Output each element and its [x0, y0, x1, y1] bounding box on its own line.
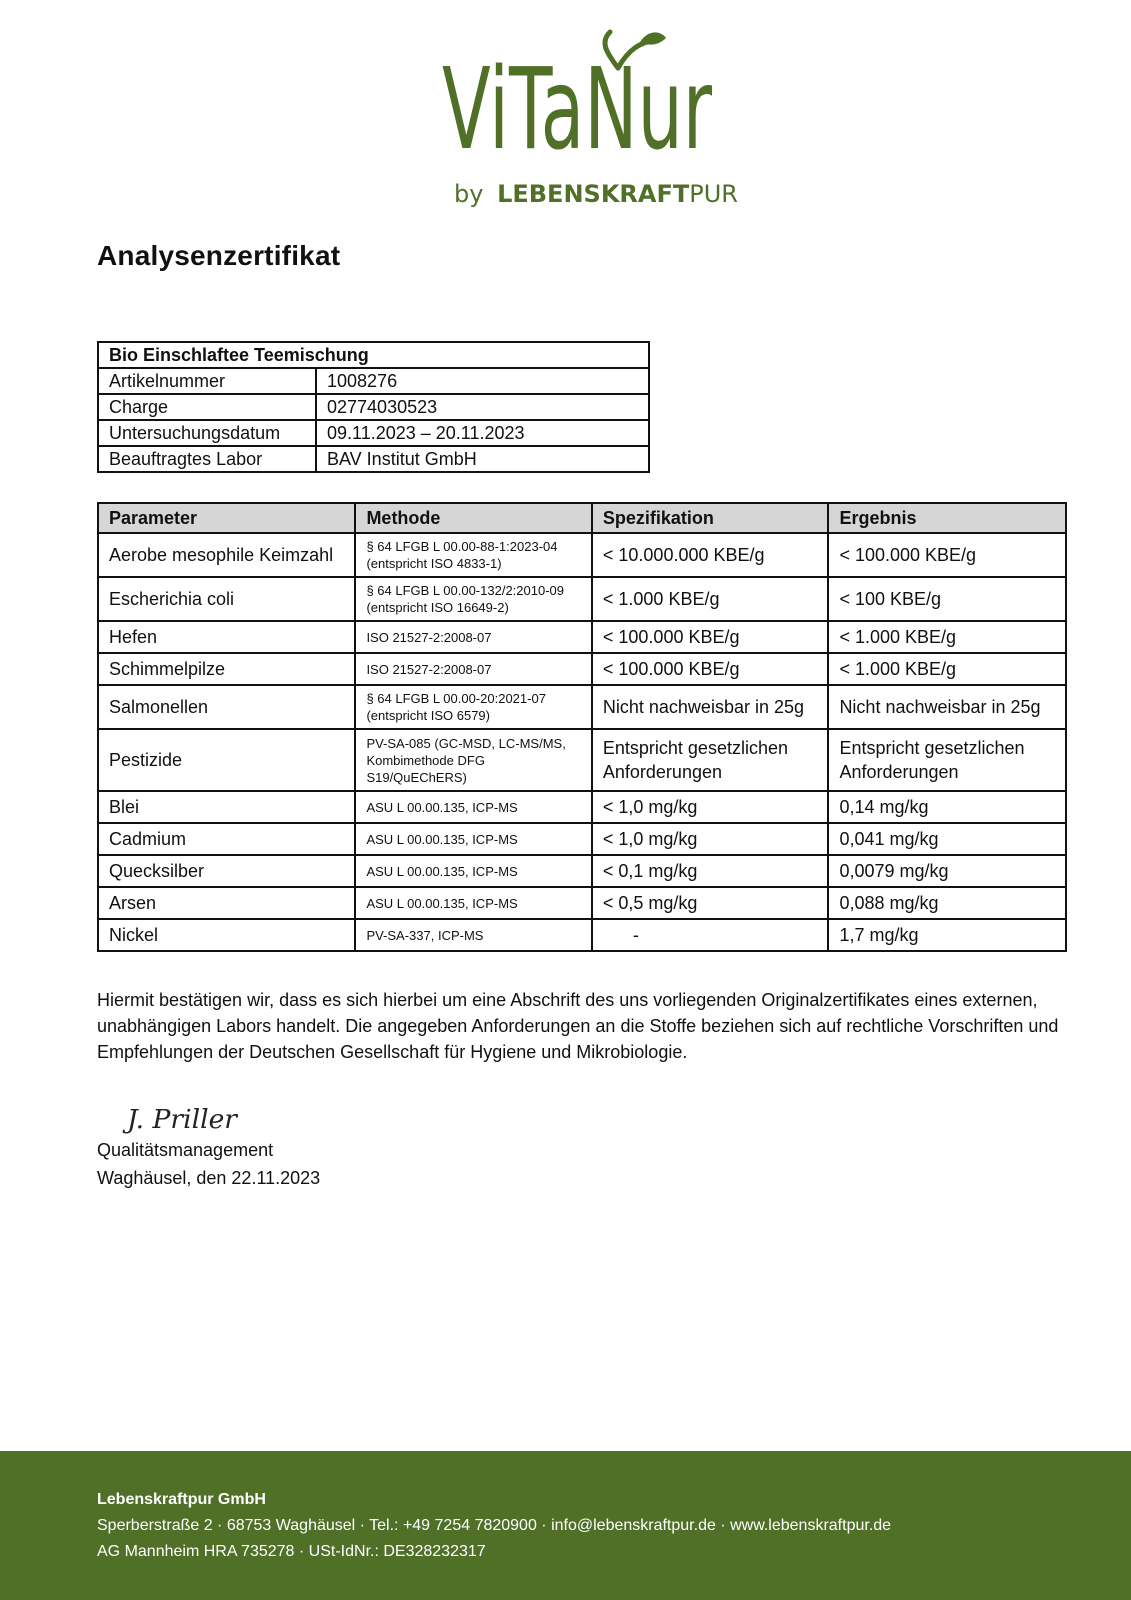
product-name-row [98, 342, 649, 368]
info-label: Artikelnummer [98, 368, 316, 394]
result-cell: 0,14 mg/kg [828, 791, 1066, 823]
info-label: Untersuchungsdatum [98, 420, 316, 446]
svg-text:ViTaNur: ViTaNur [442, 45, 713, 175]
table-row [98, 621, 1066, 653]
method-cell: ISO 21527-2:2008-07 [355, 621, 591, 653]
header-method: Methode [355, 503, 591, 533]
info-value: 09.11.2023 – 20.11.2023 [316, 420, 649, 446]
info-row [98, 394, 649, 420]
certification-statement: Hiermit bestätigen wir, dass es sich hierbei um eine Abschrift des uns vorliegenden Originalzertifikates eines externen, unabhängigen Labors handelt. Die angegeben Anforderungen an die Stoffe beziehen sich auf rechtliche Vorschriften und Empfehlungen der Deutschen Gesellschaft für Hygiene und Mikrobiologie. [97, 990, 1059, 1062]
param-cell: Aerobe mesophile Keimzahl [98, 533, 355, 577]
result-cell: Nicht nachweisbar in 25g [828, 685, 1066, 729]
spec-cell: < 100.000 KBE/g [592, 621, 829, 653]
table-row [98, 577, 1066, 621]
spec-cell: < 1.000 KBE/g [592, 577, 829, 621]
spec-cell: < 0,5 mg/kg [592, 887, 829, 919]
method-cell: ASU L 00.00.135, ICP-MS [355, 791, 591, 823]
method-cell: PV-SA-085 (GC-MSD, LC-MS/MS, Kombimethode DFG S19/QuEChERS) [355, 729, 591, 791]
result-cell: < 1.000 KBE/g [828, 621, 1066, 653]
spec-cell: < 0,1 mg/kg [592, 855, 829, 887]
table-row [98, 729, 1066, 791]
result-cell: 0,041 mg/kg [828, 823, 1066, 855]
results-header-row [98, 503, 1066, 533]
result-cell: 0,0079 mg/kg [828, 855, 1066, 887]
table-row [98, 791, 1066, 823]
info-value: 1008276 [316, 368, 649, 394]
param-cell: Arsen [98, 887, 355, 919]
page-title: Analysenzertifikat [97, 240, 341, 271]
param-cell: Schimmelpilze [98, 653, 355, 685]
method-cell: PV-SA-337, ICP-MS [355, 919, 591, 951]
param-cell: Blei [98, 791, 355, 823]
signature-icon [121, 1098, 265, 1138]
svg-text:by LEBENSKRAFTPUR: by LEBENSKRAFTPUR [454, 180, 738, 208]
footer-register: AG Mannheim HRA 735278 · USt-IdNr.: DE328232317 [97, 1543, 486, 1560]
svg-text:J. Priller: J. Priller [121, 1105, 239, 1135]
spec-cell: < 1,0 mg/kg [592, 823, 829, 855]
result-cell: < 100.000 KBE/g [828, 533, 1066, 577]
spec-cell: Nicht nachweisbar in 25g [592, 685, 829, 729]
param-cell: Cadmium [98, 823, 355, 855]
spec-cell: < 100.000 KBE/g [592, 653, 829, 685]
header-parameter: Parameter [98, 503, 355, 533]
method-cell: ISO 21527-2:2008-07 [355, 653, 591, 685]
result-cell: 1,7 mg/kg [828, 919, 1066, 951]
vitanur-logo-icon [440, 28, 738, 218]
header-spec: Spezifikation [592, 503, 829, 533]
spec-cell: < 1,0 mg/kg [592, 791, 829, 823]
param-cell: Hefen [98, 621, 355, 653]
method-cell: § 64 LFGB L 00.00-88-1:2023-04 (entspricht ISO 4833-1) [355, 533, 591, 577]
spec-cell: Entspricht gesetzlichen Anforderungen [592, 729, 829, 791]
info-label: Charge [98, 394, 316, 420]
product-name: Bio Einschlaftee Teemischung [98, 342, 649, 368]
signatory-role: Qualitätsmanagement [97, 1140, 274, 1160]
brand-logo [440, 28, 738, 218]
table-row [98, 887, 1066, 919]
method-cell: ASU L 00.00.135, ICP-MS [355, 887, 591, 919]
param-cell: Escherichia coli [98, 577, 355, 621]
info-row [98, 446, 649, 472]
table-row [98, 653, 1066, 685]
table-row [98, 855, 1066, 887]
table-row [98, 685, 1066, 729]
table-row [98, 533, 1066, 577]
info-row [98, 420, 649, 446]
spec-cell: < 10.000.000 KBE/g [592, 533, 829, 577]
header-result: Ergebnis [828, 503, 1066, 533]
spec-cell: - [592, 919, 829, 951]
signature-place-date: Waghäusel, den 22.11.2023 [97, 1168, 321, 1188]
param-cell: Quecksilber [98, 855, 355, 887]
footer-company: Lebenskraftpur GmbH [97, 1491, 266, 1508]
footer-address: Sperberstraße 2 · 68753 Waghäusel · Tel.: +49 7254 7820900 · info@lebenskraftpur.de · www.lebenskraftpur.de [97, 1517, 892, 1534]
footer [0, 1451, 1131, 1600]
result-cell: < 100 KBE/g [828, 577, 1066, 621]
result-cell: Entspricht gesetzlichen Anforderungen [828, 729, 1066, 791]
param-cell: Pestizide [98, 729, 355, 791]
result-cell: 0,088 mg/kg [828, 887, 1066, 919]
method-cell: § 64 LFGB L 00.00-132/2:2010-09 (entspricht ISO 16649-2) [355, 577, 591, 621]
info-label: Beauftragtes Labor [98, 446, 316, 472]
param-cell: Salmonellen [98, 685, 355, 729]
method-cell: ASU L 00.00.135, ICP-MS [355, 823, 591, 855]
product-info-table [97, 341, 650, 473]
handwritten-signature [121, 1098, 265, 1138]
table-row [98, 919, 1066, 951]
method-cell: § 64 LFGB L 00.00-20:2021-07 (entspricht ISO 6579) [355, 685, 591, 729]
param-cell: Nickel [98, 919, 355, 951]
results-table [97, 502, 1067, 952]
method-cell: ASU L 00.00.135, ICP-MS [355, 855, 591, 887]
info-value: BAV Institut GmbH [316, 446, 649, 472]
result-cell: < 1.000 KBE/g [828, 653, 1066, 685]
table-row [98, 823, 1066, 855]
info-value: 02774030523 [316, 394, 649, 420]
info-row [98, 368, 649, 394]
